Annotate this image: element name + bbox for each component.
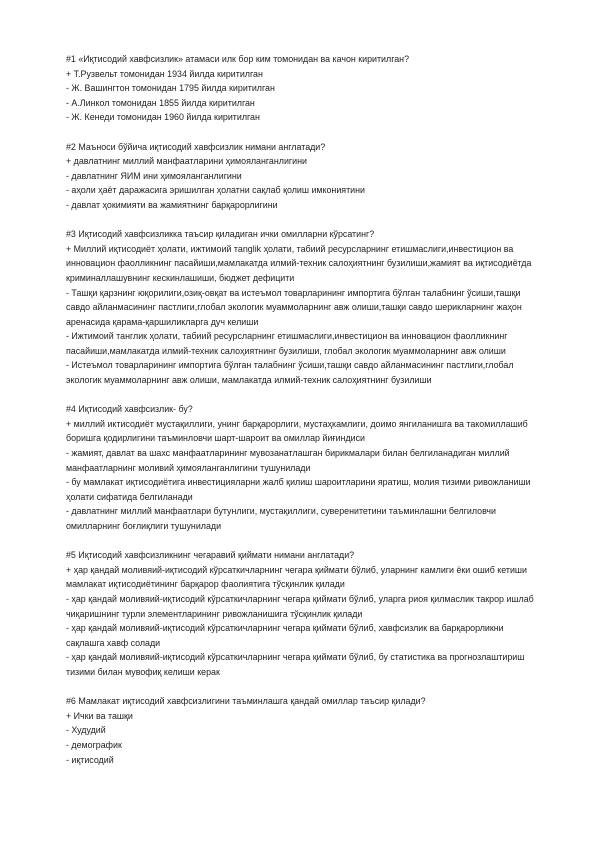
question-1-answer: - Ж. Кенеди томонидан 1960 йилда киритилган [66, 112, 260, 123]
document-page [66, 52, 536, 782]
question-5-title: #5 Иқтисодий хавфсизликнинг чегаравий қиймати нимани англатади? [66, 550, 355, 561]
question-3-title: #3 Иқтисодий хавфсизликка таъсир қиладиган ички омилларни кўрсатинг? [66, 229, 375, 240]
question-6-answer: - Худудий [66, 725, 106, 736]
question-2-answer: - аҳоли ҳаёт даражасига эришилган ҳолатни сақлаб қолиш имкониятини [66, 185, 365, 196]
question-1-title: #1 «Иқтисодий хавфсизлик» атамаси илк бор ким томонидан ва качон киритилган? [66, 54, 410, 64]
question-6 [66, 694, 536, 767]
question-2-title: #2 Маъноси бўйича иқтисодий хавфсизлик нимани англатади? [66, 141, 326, 152]
question-5-answer-correct: + ҳар қандай моливяий-иқтисодий кўрсаткичларнинг чегара қиймати бўлиб, уларнинг камлиги ёки ошиб кетиши мамлакат иқтисодиётининг барқарор фаолиятига тўсқинлик қилади [66, 564, 527, 590]
question-2-answer: - давлатнинг ЯИМ ини ҳимояланганлигини [66, 170, 242, 181]
question-5-answer: - ҳар қандай моливяий-иқтисодий кўрсаткичларнинг чегара қиймати бўлиб, хавфсизлик ва барқарорликни сақлашга хавф солади [66, 623, 504, 648]
question-5-answer: - ҳар қандай моливяий-иқтисодий кўрсаткичларнинг чегара қиймати бўлиб, бу статистика ва прогнозлаштириш тизими билан мувофиқ келиши керак [66, 652, 525, 677]
question-3-answer-correct: + Миллий иқтисодиёт ҳолати, ижтимоий тanglik ҳолати, табиий ресурсларнинг етишмаслиги,инвестицион ва инновацион фаолликнинг пасайиши,мамлакатда илмий-техник салоҳиятнинг бузилиши,жамият ва иқтисодиётда криминаллашувнинг кескинлашиши, бюджет дефицити [66, 243, 532, 283]
question-1-answer: - А.Линкол томонидан 1855 йилда киритилган [66, 97, 255, 108]
question-3 [66, 227, 536, 388]
question-4-answer: - давлатнинг миллий манфаатлари бутунлиги, мустақиллиги, суверенитетини таъминлашни белгиловчи омилларнинг боғлиқлиги тушунилади [66, 506, 496, 531]
question-6-title: #6 Мамлакат иқтисодий хавфсизлигини таъминлашга қандай омиллар таъсир қилади? [66, 696, 426, 707]
question-4-answer: - бу мамлакат иқтисодиётига инвестицияларни жалб қилиш шароитларини яратиш, молия тизими ривожланиши ҳолати сифатида белгиланади [66, 477, 531, 502]
question-4 [66, 402, 536, 533]
question-2-answer: - давлат ҳокимияти ва жамиятнинг барқарорлигини [66, 199, 278, 210]
question-4-answer: - жамият, давлат ва шахс манфаатларининг мувозанатлашган бирикмалари билан белгиланадиган миллий манфаатларнинг моливий ҳимояланганлигини тушунилади [66, 448, 510, 473]
question-3-answer: - Ташқи қарзнинг юқорилиги,озиқ-овқат ва истеъмол товарларининг импортига бўлган талабнинг ўсиши,ташқи савдо айланмасининг пастлиги,глобал экологик муаммоларнинг авж олиши,ташқи савдо шерикларнинг жаҳон аренасида қарама-қаршиликларга дуч келиши [66, 287, 522, 327]
question-4-answer-correct: + миллий иктисодиёт мустақиллиги, унинг барқарорлиги, мустаҳкамлиги, доимо янгиланишга ва такомиллашиб боришга қодирлигини таъминловчи шарт-шароит ва омиллар йиғиндиси [66, 418, 528, 444]
question-6-answer: - иқтисодий [66, 754, 114, 765]
question-1 [66, 52, 536, 125]
question-2 [66, 140, 536, 213]
question-5-answer: - ҳар қандай моливяий-иқтисодий кўрсаткичларнинг чегара қиймати бўлиб, уларга риоя қилмаслик такрор ишлаб чиқаришнинг турли элементларининг ривожланишига тўсқинлик қилади [66, 593, 534, 619]
question-2-answer-correct: + давлатнинг миллий манфаатларини ҳимояланганлигини [66, 156, 307, 167]
question-6-answer-correct: + Ички ва ташқи [66, 710, 133, 721]
question-3-answer: - Истеъмол товарларининг импортига бўлган талабнинг ўсиши,ташқи савдо айланмасининг пастлиги,глобал экологик муаммоларнинг авж олиши, мамлакатда илмий-техник салоҳиятнинг бузилиши [66, 360, 514, 386]
question-4-title: #4 Иқтисодий хавфсизлик- бу? [66, 404, 193, 415]
question-1-answer: - Ж. Вашингтон томонидан 1795 йилда киритилган [66, 83, 275, 94]
question-1-answer-correct: + Т.Рузвельт томонидан 1934 йилда киритилган [66, 68, 263, 79]
question-3-answer: - Ижтимоий танглик ҳолати, табиий ресурсларнинг етишмаслиги,инвестицион ва инновацион фаолликнинг пасайиши,мамлакатда илмий-техник салоҳиятнинг бузилиши, глобал экологик муаммоларнинг авж олиши [66, 331, 508, 356]
question-5 [66, 548, 536, 679]
question-6-answer: - демографик [66, 739, 122, 750]
